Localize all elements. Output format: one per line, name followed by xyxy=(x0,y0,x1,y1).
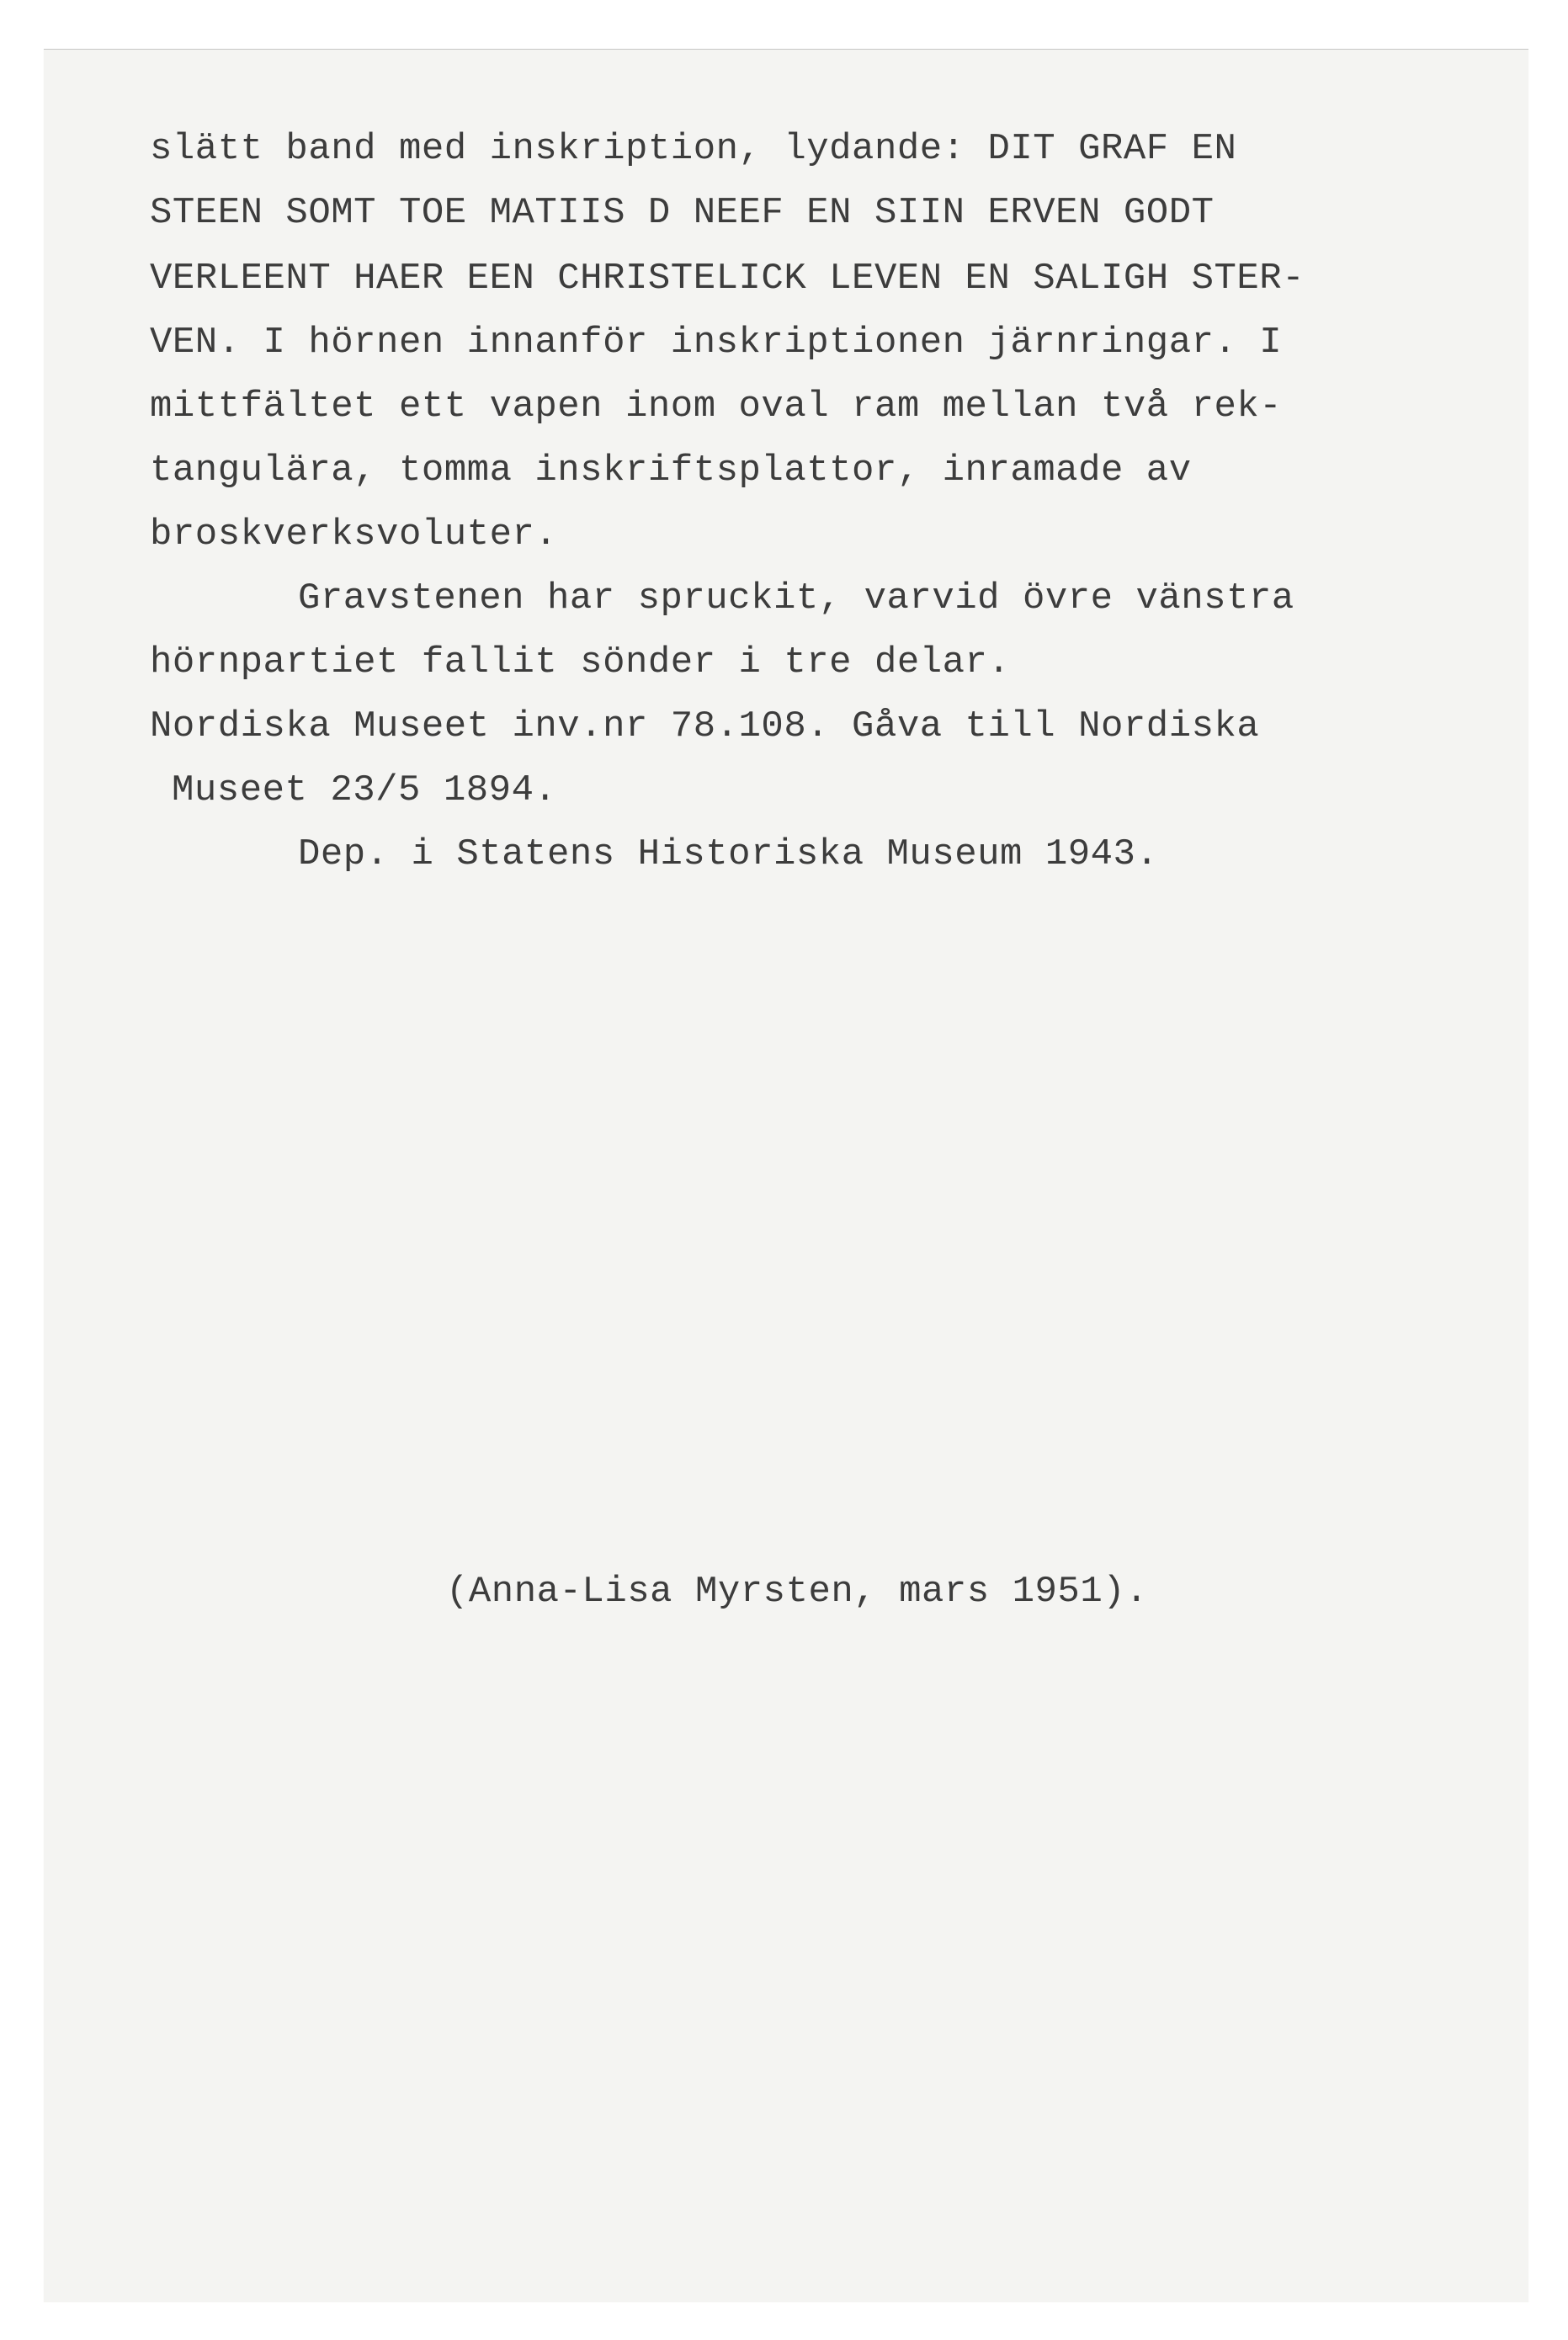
text-line-12: Dep. i Statens Historiska Museum 1943. xyxy=(298,833,1159,875)
text-line-2: STEEN SOMT TOE MATIIS D NEEF EN SIIN ERVEN GODT xyxy=(150,192,1215,234)
document-card xyxy=(44,49,1528,2302)
text-line-7: broskverksvoluter. xyxy=(150,513,558,556)
text-line-4: VEN. I hörnen innanför inskriptionen järnringar. I xyxy=(150,322,1283,364)
text-line-3: VERLEENT HAER EEN CHRISTELICK LEVEN EN SALIGH STER- xyxy=(150,258,1305,300)
text-line-6: tangulära, tomma inskriftsplattor, inramade av xyxy=(150,449,1192,492)
text-line-9: hörnpartiet fallit sönder i tre delar. xyxy=(150,641,1011,683)
author-signature: (Anna-Lisa Myrsten, mars 1951). xyxy=(446,1571,1149,1613)
text-line-5: mittfältet ett vapen inom oval ram mellan två rek- xyxy=(150,386,1283,428)
text-line-1: slätt band med inskription, lydande: DIT GRAF EN xyxy=(150,128,1237,170)
text-line-11: Museet 23/5 1894. xyxy=(172,769,557,811)
text-line-8: Gravstenen har spruckit, varvid övre vänstra xyxy=(298,577,1294,620)
text-line-10: Nordiska Museet inv.nr 78.108. Gåva till Nordiska xyxy=(150,705,1260,747)
